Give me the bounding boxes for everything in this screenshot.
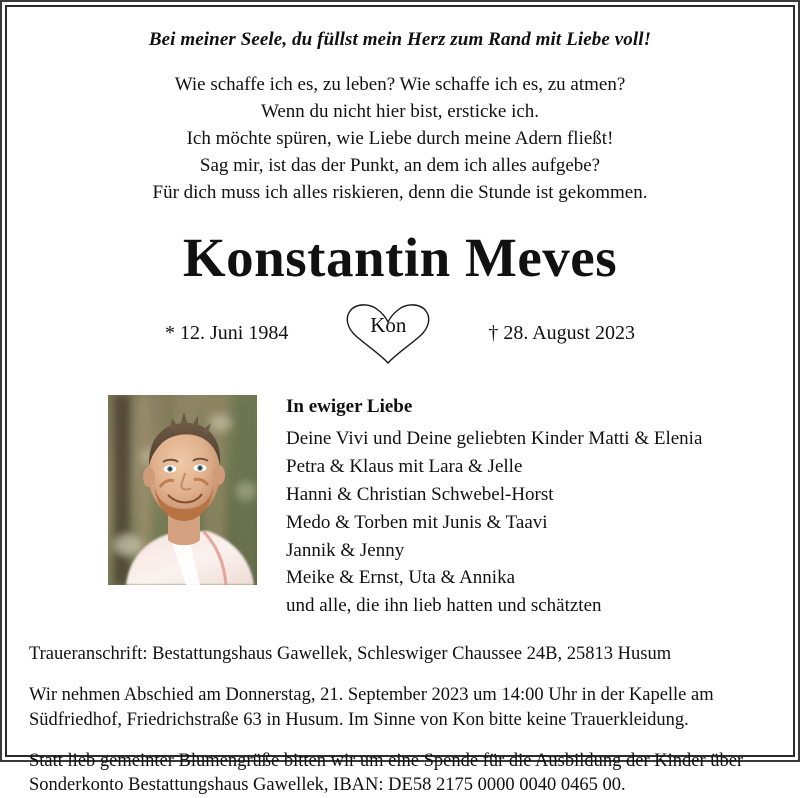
heart-label: Kon [370, 312, 407, 337]
deceased-name: Konstantin Meves [182, 226, 618, 288]
family-line: Hanni & Christian Schwebel-Horst [286, 483, 554, 505]
verse-line: Für dich muss ich alles riskieren, denn die Stunde ist gekommen. [152, 181, 648, 203]
verse-line: Wenn du nicht hier bist, ersticke ich. [260, 100, 540, 122]
family-line: Jannik & Jenny [286, 539, 405, 561]
portrait-photo [108, 395, 257, 585]
family-line: und alle, die ihn lieb hatten und schätzten [286, 595, 602, 617]
family-heading: In ewiger Liebe [286, 395, 413, 417]
family-line: Petra & Klaus mit Lara & Jelle [286, 455, 523, 477]
notice-inner-frame [5, 5, 795, 796]
family-line: Deine Vivi und Deine geliebten Kinder Matti & Elenia [286, 427, 703, 449]
donation-request: Statt lieb gemeinter Blumengrüße bitten wir um eine Spende für die Ausbildung der Kinder über Sonderkonto Bestattungshaus Gawellek, IBAN: DE58 2175 0000 0040 0465 00. [29, 750, 744, 796]
portrait-image [108, 395, 257, 585]
birth-date: * 12. Juni 1984 [164, 322, 289, 345]
heart-emblem [340, 301, 436, 367]
verse-body [7, 72, 793, 207]
family-block [286, 395, 702, 620]
dates-row [7, 301, 793, 367]
death-date: † 28. August 2023 [488, 322, 636, 345]
verse-line: Ich möchte spüren, wie Liebe durch meine Adern fließt! [186, 127, 614, 149]
service-details: Wir nehmen Abschied am Donnerstag, 21. September 2023 um 14:00 Uhr in der Kapelle am Südfriedhof, Friedrichstraße 63 in Husum. Im Sinne von Kon bitte keine Trauerkleidung. [29, 685, 714, 730]
memorial-body [108, 395, 793, 620]
family-line: Medo & Torben mit Junis & Taavi [286, 511, 548, 533]
verse-line: Wie schaffe ich es, zu leben? Wie schaffe ich es, zu atmen? [174, 74, 626, 95]
mourning-address: Traueranschrift: Bestattungshaus Gawellek, Schleswiger Chaussee 24B, 25813 Husum [29, 644, 672, 665]
verse-line: Sag mir, ist das der Punkt, an dem ich alles aufgebe? [199, 154, 601, 176]
footer-block [29, 642, 771, 798]
verse-lead-line: Bei meiner Seele, du füllst mein Herz zum Rand mit Liebe voll! [148, 29, 652, 50]
family-line: Meike & Ernst, Uta & Annika [286, 567, 516, 589]
